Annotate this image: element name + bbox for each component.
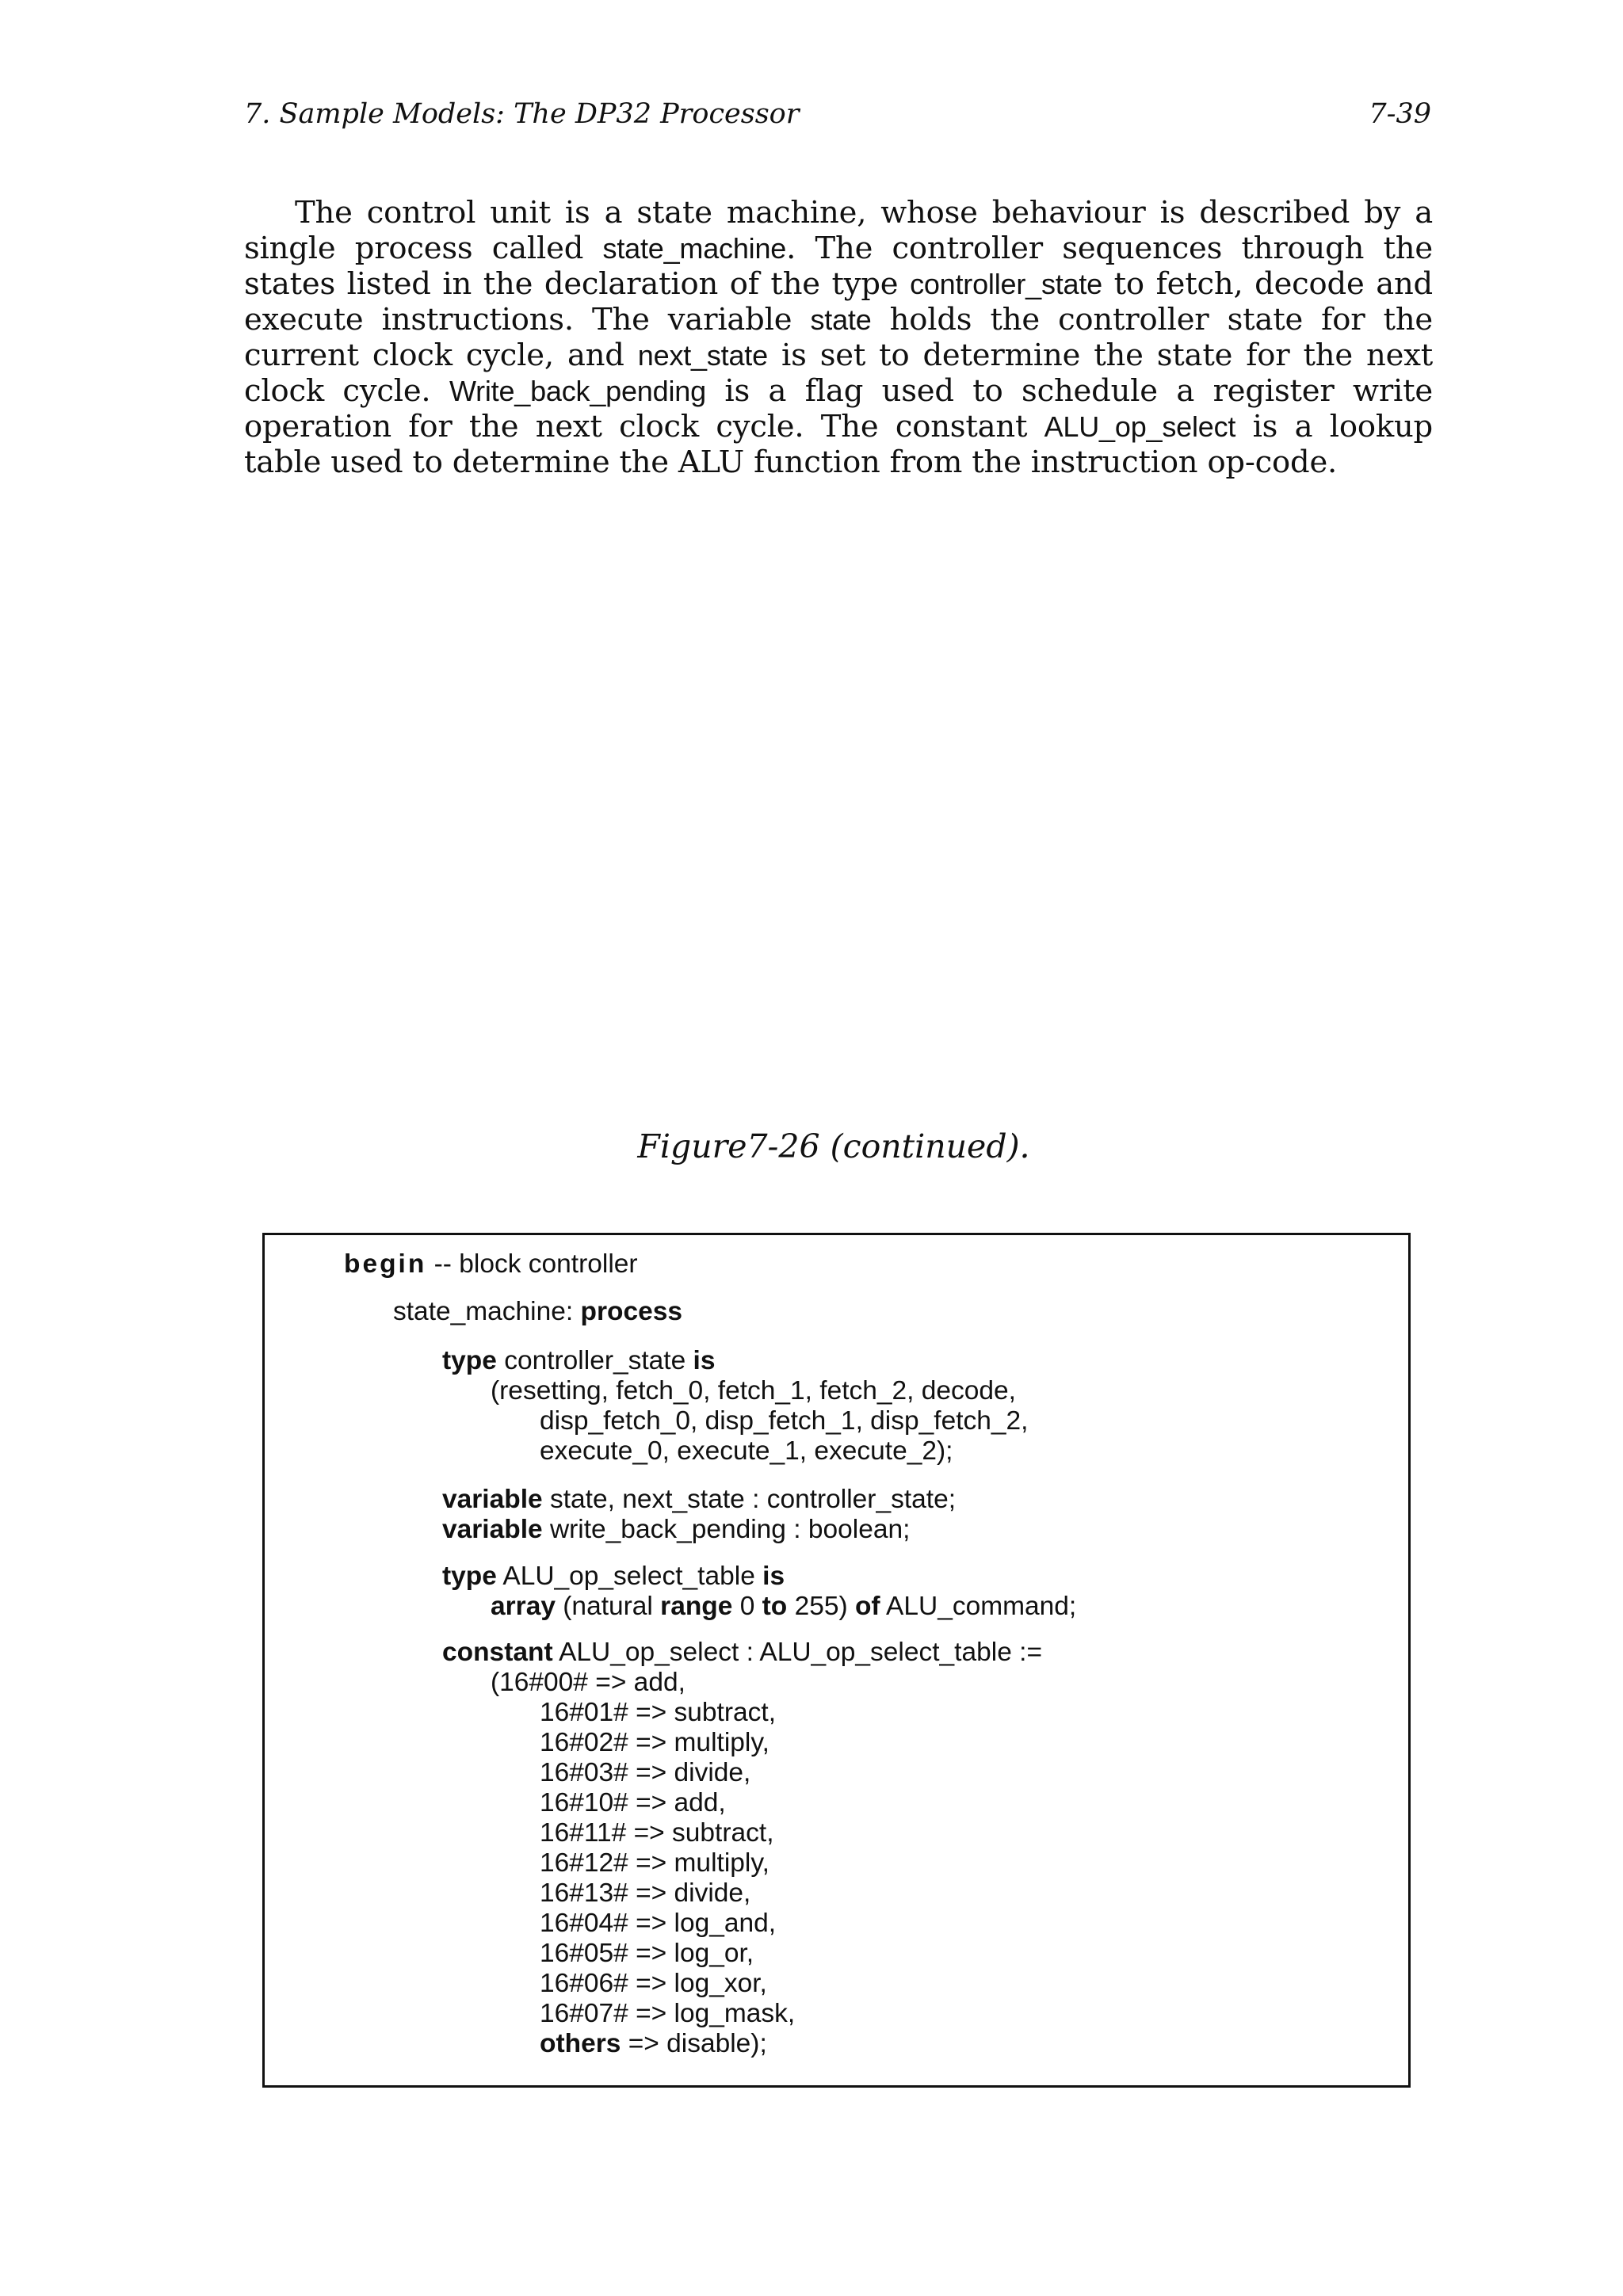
code-line-constant: constant ALU_op_select : ALU_op_select_table := xyxy=(442,1638,1043,1667)
code-line-entry: 16#13# => divide, xyxy=(540,1878,751,1908)
paragraph-line: states listed in the declaration of the type controller_state to fetch, decode and xyxy=(244,266,1433,302)
code-line-begin: begin -- block controller xyxy=(344,1249,638,1279)
code-line-variable: variable write_back_pending : boolean; xyxy=(442,1515,911,1544)
code-identifier: Write_back_pending xyxy=(449,375,706,407)
code-line-entry: 16#07# => log_mask, xyxy=(540,1999,796,2028)
code-line-others: others => disable); xyxy=(540,2029,767,2058)
body-paragraph xyxy=(244,195,1433,480)
paragraph-line: table used to determine the ALU function from the instruction op-code. xyxy=(244,444,1338,480)
code-line-enum: disp_fetch_0, disp_fetch_1, disp_fetch_2, xyxy=(540,1406,1029,1436)
paragraph-line: single process called state_machine. The controller sequences through the xyxy=(244,231,1433,266)
running-title: 7. Sample Models: The DP32 Processor xyxy=(244,98,800,130)
code-line-entry: 16#12# => multiply, xyxy=(540,1848,769,1878)
code-line-entry: 16#06# => log_xor, xyxy=(540,1969,767,1998)
code-listing-box xyxy=(262,1233,1411,2088)
code-line-process: state_machine: process xyxy=(393,1297,682,1326)
code-line-enum: execute_0, execute_1, execute_2); xyxy=(540,1436,953,1466)
code-line-entry: 16#04# => log_and, xyxy=(540,1909,777,1938)
code-identifier: ALU_op_select xyxy=(1044,410,1236,443)
code-line-variable: variable state, next_state : controller_state; xyxy=(442,1485,957,1514)
code-line-entry: (16#00# => add, xyxy=(491,1668,685,1697)
code-line-entry: 16#05# => log_or, xyxy=(540,1939,754,1968)
code-identifier: state xyxy=(810,303,872,336)
code-line-entry: 16#11# => subtract, xyxy=(540,1818,774,1848)
paragraph-line: The control unit is a state machine, whose behaviour is described by a xyxy=(295,195,1433,231)
code-line-type-decl: type ALU_op_select_table is xyxy=(442,1562,785,1591)
code-line-entry: 16#02# => multiply, xyxy=(540,1728,769,1757)
page-header xyxy=(244,97,1431,132)
code-identifier: next_state xyxy=(637,339,768,372)
code-line-entry: 16#03# => divide, xyxy=(540,1758,751,1787)
code-line-enum: (resetting, fetch_0, fetch_1, fetch_2, decode, xyxy=(491,1376,1016,1405)
paragraph-line: operation for the next clock cycle. The constant ALU_op_select is a lookup xyxy=(244,409,1433,444)
code-identifier: state_machine xyxy=(602,232,787,265)
code-line-array: array (natural range 0 to 255) of ALU_command; xyxy=(491,1592,1077,1621)
paragraph-line: execute instructions. The variable state holds the controller state for the xyxy=(244,302,1434,338)
paragraph-line: clock cycle. Write_back_pending is a flag used to schedule a register write xyxy=(244,373,1433,409)
code-line-entry: 16#10# => add, xyxy=(540,1788,726,1817)
paragraph-line: current clock cycle, and next_state is set to determine the state for the next xyxy=(244,338,1433,373)
figure-caption: Figure7-26 (continued). xyxy=(637,1127,1030,1165)
code-identifier: controller_state xyxy=(910,268,1102,300)
code-line-entry: 16#01# => subtract, xyxy=(540,1698,776,1727)
page-number: 7-39 xyxy=(1369,98,1431,130)
code-line-type-decl: type controller_state is xyxy=(442,1346,716,1375)
